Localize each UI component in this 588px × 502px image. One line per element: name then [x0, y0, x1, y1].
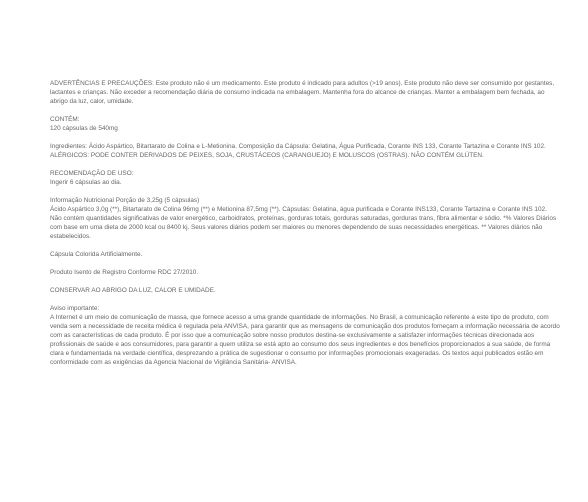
capsule-note: Cápsula Colorida Artificialmente. [50, 251, 143, 258]
notice-text: A Internet é um meio de comunicação de massa, que fornece acesso a uma grande quantidade de informações. No Brasil, a comunicação referente a este tipo de produto, com venda sem a necessidade de receita médica é regulada pela ANVISA, para garantir que as mensagens de comunicação dos produtos forneçam a informação necessária de acordo com as características de cada produto. É por isso que a comunicação sobre nosso produtos destina-se exclusivamente a satisfazer informações técnicas direcionada aos profissionais de saúde e aos consumidores, para garantir a quem utiliza se está apto ao consumo dos seus ingredientes e dos benefícios proporcionados a sua saúde, de forma clara e fundamentada na verdade científica, desprezando a prática de sugestionar o consumo por informações promocionais exageradas. Os textos aqui publicados estão em conformidade com as exigências da Agencia Nacional de Vigilância Sanitária- ANVISA. [50, 314, 560, 366]
warnings-paragraph: ADVERTÊNCIAS E PRECAUÇÕES: Este produto não é um medicamento. Este produto é indicado para adultos (>19 anos). Este produto não deve ser consumido por gestantes, lactantes e crianças. Não exceder a recomendação diária de consumo indicada na embalagem. Mantenha fora do alcance de crianças. Manter a embalagem bem fechada, ao abrigo da luz, calor, umidade. [50, 80, 555, 105]
usage-heading: RECOMENDAÇÃO DE USO: [50, 170, 134, 177]
notice-heading: Aviso importante: [50, 305, 100, 312]
spacer [50, 277, 560, 286]
spacer [50, 295, 560, 304]
contents-value: 120 cápsulas de 540mg [50, 125, 118, 132]
spacer [50, 187, 560, 196]
registration-note: Produto Isento de Registro Conforme RDC 27/2010. [50, 269, 199, 276]
usage-value: Ingerir 6 cápsulas ao dia. [50, 179, 122, 186]
nutrition-heading: Informação Nutricional Porção de 3,25g (5 cápsulas) [50, 197, 200, 204]
spacer [50, 241, 560, 250]
spacer [50, 106, 560, 115]
nutrition-composition: Ácido Aspártico 3,0g (**), Bitartarato de Colina 96mg (**) e Metionina 87,5mg (**). Cápsulas: Gelatina, água purificada e Corante INS133, Corante Tartazina e Corante INS 102. [50, 206, 547, 213]
spacer [50, 160, 560, 169]
spacer [50, 133, 560, 142]
storage-note: CONSERVAR AO ABRIGO DA LUZ, CALOR E UMIDADE. [50, 287, 216, 294]
product-description [50, 79, 560, 367]
contents-heading: CONTÉM: [50, 116, 80, 123]
nutrition-note: Não contém quantidades significativas de valor energético, carboidratos, proteínas, gorduras totais, gorduras saturadas, gorduras trans, fibra alimentar e sódio. *% Valores Diários com base em uma dieta de 2000 kcal ou 8400 kj. Seus valores diários podem ser maiores ou menores dependendo de suas necessidades energéticas. ** Valores diários não estabelecidos. [50, 215, 557, 240]
ingredients-paragraph: Ingredientes: Ácido Aspártico, Bitartarato de Colina e L-Metionina. Composição da Cápsula: Gelatina, Água Purificada, Corante INS 133, Corante Tartazina e Corante INS 102. ALÉRGICOS: PODE CONTER DERIVADOS DE PEIXES, SOJA, CRUSTÁCEOS (CARANGUEJO) E MOLUSCOS (OSTRAS). NÃO CONTÉM GLÚTEN. [50, 143, 546, 159]
spacer [50, 259, 560, 268]
